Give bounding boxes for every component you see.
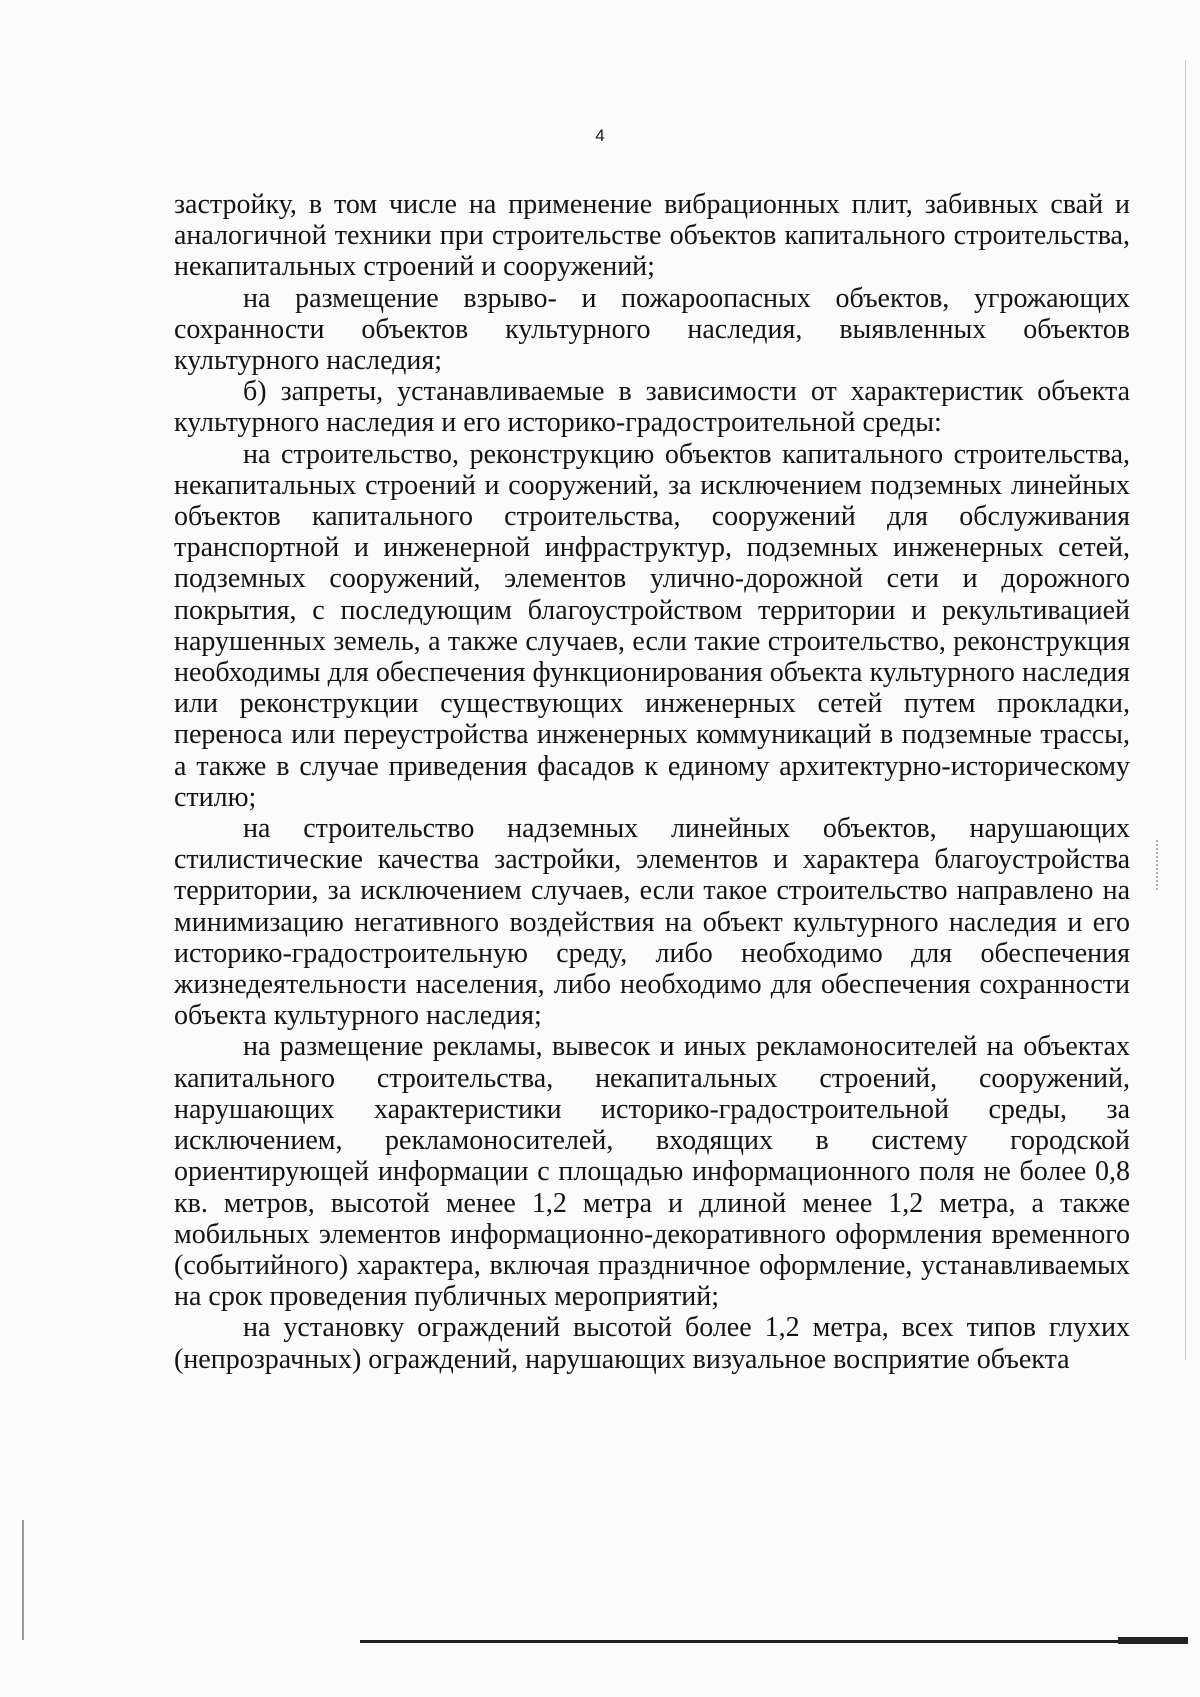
paragraph: на строительство, реконструкцию объектов капитального строительства, некапитальных строений и сооружений, за исключением подземных линейных объектов капитального строительства, сооружений для обслуживания транспортной и инженерной инфраструктур, подземных инженерных сетей, подземных сооружений, элементов улично-дорожной сети и дорожного покрытия, с последующим благоустройством территории и рекультивацией нарушенных земель, а также случаев, если такие строительство, реконструкция необходимы для обеспечения функционирования объекта культурного наследия или реконструкции существующих инженерных сетей путем прокладки, переноса или переустройства инженерных коммуникаций в подземные трассы, а также в случае приведения фасадов к единому архитектурно-историческому стилю; xyxy=(174,438,1130,813)
bottom-rule xyxy=(360,1640,1188,1643)
document-body xyxy=(174,189,1130,1375)
bottom-rule-end xyxy=(1118,1637,1188,1644)
scan-artifact xyxy=(1156,840,1160,890)
paragraph: застройку, в том числе на применение вибрационных плит, забивных свай и аналогичной техники при строительстве объектов капитального строительства, некапитальных строений и сооружений; xyxy=(174,189,1130,283)
page-number: 4 xyxy=(595,126,605,145)
paragraph: б) запреты, устанавливаемые в зависимости от характеристик объекта культурного наследия и его историко-градостроительной среды: xyxy=(174,376,1130,439)
paragraph: на установку ограждений высотой более 1,2 метра, всех типов глухих (непрозрачных) ограждений, нарушающих визуальное восприятие объекта xyxy=(174,1312,1130,1375)
scan-edge-right xyxy=(1185,60,1186,1360)
scan-edge-left xyxy=(22,1520,24,1640)
paragraph: на строительство надземных линейных объектов, нарушающих стилистические качества застройки, элементов и характера благоустройства территории, за исключением случаев, если такое строительство направлено на минимизацию негативного воздействия на объект культурного наследия и его историко-градостроительную среду, либо необходимо для обеспечения жизнедеятельности населения, либо необходимо для обеспечения сохранности объекта культурного наследия; xyxy=(174,813,1130,1032)
paragraph: на размещение рекламы, вывесок и иных рекламоносителей на объектах капитального строительства, некапитальных строений, сооружений, нарушающих характеристики историко-градостроительной среды, за исключением, рекламоносителей, входящих в систему городской ориентирующей информации с площадью информационного поля не более 0,8 кв. метров, высотой менее 1,2 метра и длиной менее 1,2 метра, а также мобильных элементов информационно-декоративного оформления временного (событийного) характера, включая праздничное оформление, устанавливаемых на срок проведения публичных мероприятий; xyxy=(174,1031,1130,1313)
paragraph: на размещение взрыво- и пожароопасных объектов, угрожающих сохранности объектов культурного наследия, выявленных объектов культурного наследия; xyxy=(174,282,1130,377)
